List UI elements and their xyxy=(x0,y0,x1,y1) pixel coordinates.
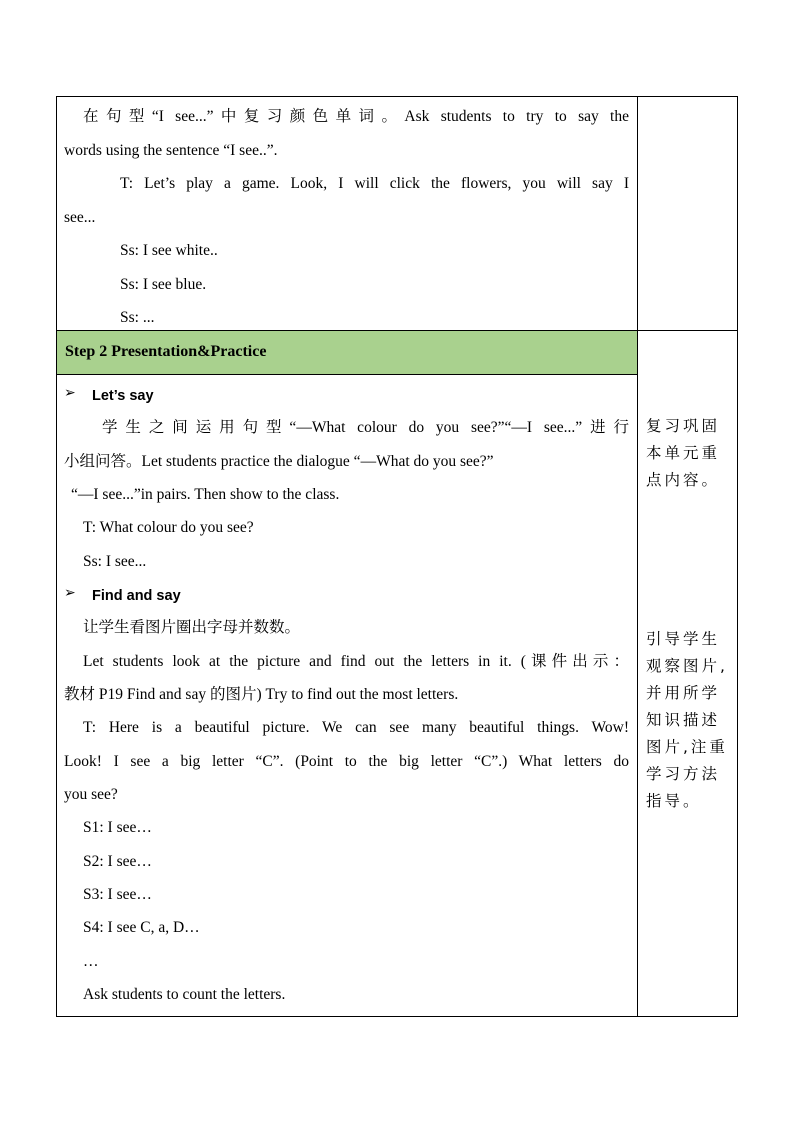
lets-say-line: 学生之间运用句型“—What colour do you see?”“—I see...”进行 xyxy=(102,419,629,436)
step-title: Step 2 Presentation&Practice xyxy=(65,343,267,360)
note-line: 指导。 xyxy=(646,792,702,810)
teaching-note-guide xyxy=(646,626,732,815)
find-say-line: S1: I see… xyxy=(83,819,152,836)
find-say-line: … xyxy=(83,953,99,970)
find-say-line: T: Here is a beautiful picture. We can see many beautiful things. Wow! xyxy=(83,719,629,736)
section1-line: see... xyxy=(64,209,96,226)
section1-line: Ss: ... xyxy=(120,309,155,326)
find-say-line: S4: I see C, a, D… xyxy=(83,919,200,936)
note-line: 图片,注重 xyxy=(646,738,728,756)
step-header xyxy=(57,331,637,375)
find-say-line: Let students look at the picture and find out the letters in it. (课件出示： xyxy=(83,653,629,670)
note-line: 学习方法 xyxy=(646,765,721,783)
note-line: 复习巩固 xyxy=(646,417,721,435)
lesson-plan-table xyxy=(56,96,738,1017)
section1-line: Ss: I see white.. xyxy=(120,242,218,259)
section1-line: 在句型“I see...”中复习颜色单词。Ask students to try to say the xyxy=(83,108,629,125)
note-line: 知识描述 xyxy=(646,711,721,729)
find-say-line: Ask students to count the letters. xyxy=(83,986,286,1003)
note-line: 观察图片, xyxy=(646,657,728,675)
note-line: 本单元重 xyxy=(646,444,721,462)
find-say-line: S2: I see… xyxy=(83,853,152,870)
bullet-arrow-icon: ➢ xyxy=(64,585,76,601)
lets-say-line: 小组问答。Let students practice the dialogue “—What do you see?” xyxy=(64,453,494,470)
section1-line: words using the sentence “I see..”. xyxy=(64,142,278,159)
section1-line: T: Let’s play a game. Look, I will click the flowers, you will say I xyxy=(120,175,629,192)
subheading-lets-say: Let’s say xyxy=(92,388,154,404)
note-line: 并用所学 xyxy=(646,684,721,702)
note-line: 引导学生 xyxy=(646,630,721,648)
note-line: 点内容。 xyxy=(646,471,721,489)
find-say-line: Look! I see a big letter “C”. (Point to the big letter “C”.) What letters do xyxy=(64,753,629,770)
subheading-find-and-say: Find and say xyxy=(92,588,181,604)
find-say-line: you see? xyxy=(64,786,118,803)
find-say-line: 教材 P19 Find and say 的图片) Try to find out the most letters. xyxy=(64,686,459,703)
lets-say-line: Ss: I see... xyxy=(83,553,147,570)
column-divider xyxy=(637,97,638,1016)
find-say-line: 让学生看图片圈出字母并数数。 xyxy=(83,619,301,636)
section1-line: Ss: I see blue. xyxy=(120,276,207,293)
lets-say-line: “—I see...”in pairs. Then show to the class. xyxy=(71,486,340,503)
teaching-note-review xyxy=(646,413,732,494)
bullet-arrow-icon: ➢ xyxy=(64,385,76,401)
lets-say-line: T: What colour do you see? xyxy=(83,519,254,536)
find-say-line: S3: I see… xyxy=(83,886,152,903)
